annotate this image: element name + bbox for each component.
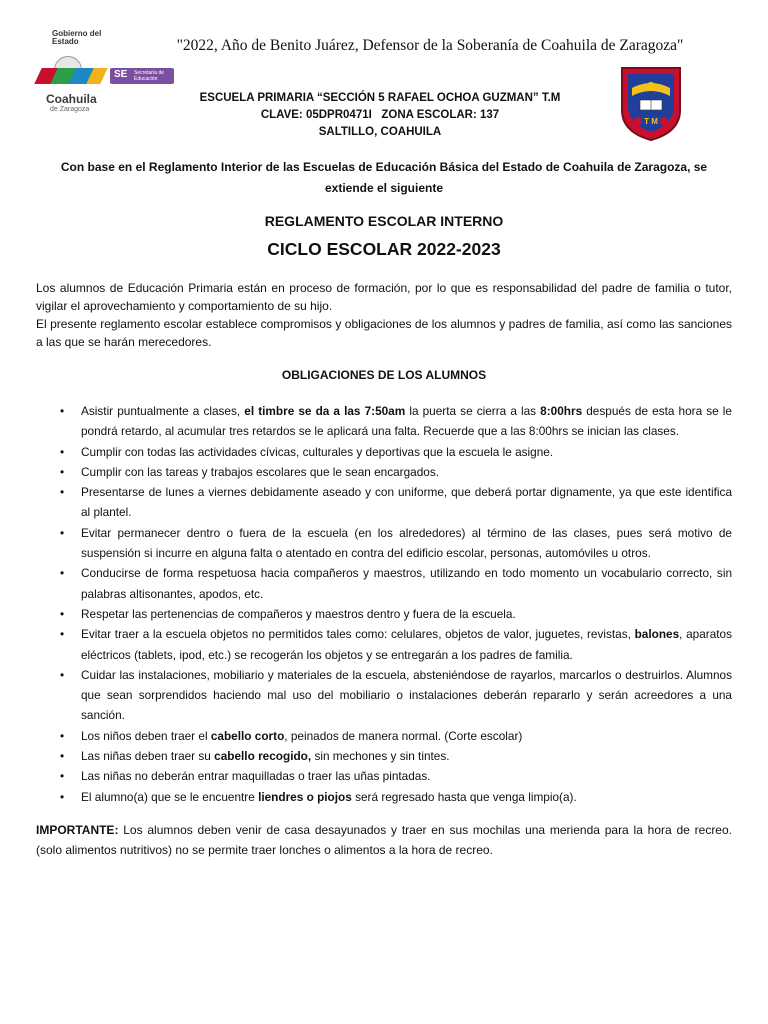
gov-logo-band xyxy=(38,68,174,84)
school-name: ESCUELA PRIMARIA “SECCIÓN 5 RAFAEL OCHOA GUZMAN” T.M xyxy=(199,92,561,104)
list-item xyxy=(36,563,732,604)
bullet-icon: • xyxy=(60,627,65,642)
list-item-text: Evitar permanecer dentro o fuera de la escuela (en los alrededores) al término de las clases, pues será motivo de suspensión si incurre en alguna falta o atentado en contra del edificio escolar, personas, automóviles u otros. xyxy=(81,525,732,561)
important-label: IMPORTANTE: xyxy=(36,823,119,837)
school-crest-icon xyxy=(620,66,682,142)
school-info xyxy=(140,90,620,141)
school-city: SALTILLO, COAHUILA xyxy=(318,126,442,138)
list-item-text: será regresado hasta que venga limpio(a). xyxy=(351,789,577,804)
se-badge xyxy=(110,68,174,84)
list-item xyxy=(36,766,732,786)
bullet-icon: • xyxy=(60,769,65,784)
bullet-icon: • xyxy=(60,728,65,743)
list-item-text: la puerta se cierra a las xyxy=(405,404,541,418)
list-item xyxy=(36,401,732,442)
list-item xyxy=(36,746,732,766)
se-badge-subtext: Secretaría de Educación xyxy=(134,70,165,82)
se-badge-text: SE xyxy=(114,69,128,80)
list-item-bold-text: liendres o piojos xyxy=(258,789,352,804)
list-item-text: Las niñas no deberán entrar maquilladas o traer las uñas pintadas. xyxy=(81,769,431,784)
list-item xyxy=(36,462,732,482)
important-note xyxy=(36,820,732,860)
paragraph-2: El presente reglamento escolar establece compromisos y obligaciones de los alumnos y padres de familia, así como las sanciones a las que se harán merecedores. xyxy=(36,317,732,349)
bullet-icon: • xyxy=(60,749,65,764)
list-item-bold-text: cabello corto xyxy=(210,728,285,743)
list-item xyxy=(36,726,732,746)
bullet-icon: • xyxy=(60,464,65,479)
list-item-bold-text: el timbre se da a las 7:50am xyxy=(244,404,406,418)
obligations-heading: OBLIGACIONES DE LOS ALUMNOS xyxy=(281,368,487,382)
school-code: CLAVE: 05DPR0471I ZONA ESCOLAR: 137 xyxy=(260,109,500,121)
crest-letters: T M xyxy=(644,117,658,126)
list-item-bold-text: cabello recogido, xyxy=(214,749,312,764)
list-item-text: Cumplir con las tareas y trabajos escolares que le sean encargados. xyxy=(81,464,440,479)
list-item xyxy=(36,665,732,726)
bullet-icon: • xyxy=(60,566,65,581)
important-text: Los alumnos deben venir de casa desayunados y traer en sus mochilas una merienda para la hora de recreo. (solo alimentos nutritivos) no se permite traer lonches o alimentos a la hora de recreo. xyxy=(36,823,732,857)
bullet-icon: • xyxy=(60,606,65,621)
list-item-text: Evitar traer a la escuela objetos no permitidos tales como: celulares, objetos de valor, juguetes, revistas, xyxy=(81,627,635,642)
list-item-text: Presentarse de lunes a viernes debidamente aseado y con uniforme, que deberá portar dignamente, ya que este identifica al plantel. xyxy=(81,485,732,520)
gov-logo-top-text: Gobierno del Estado xyxy=(52,29,102,46)
list-item xyxy=(36,624,732,665)
bullet-icon: • xyxy=(60,485,65,500)
list-item-text: , aparatos eléctricos (tablets, ipod, etc.) se recogerán los objetos y se entregarán a los padres de familia. xyxy=(81,627,732,662)
list-item xyxy=(36,523,732,564)
list-item-text: Asistir puntualmente a clases, xyxy=(81,404,245,418)
list-item-text: Cuidar las instalaciones, mobiliario y materiales de la escuela, absteniéndose de rayarlos, marcarlos o destruirlos. Alumnos que sean sorprendidos haciendo mal uso del mobiliario o instalaciones deberán repararlo y serán acreedores a una sanción. xyxy=(81,667,732,723)
list-item-text: Respetar las pertenencias de compañeros y maestros dentro y fuera de la escuela. xyxy=(81,606,516,621)
list-item xyxy=(36,482,732,523)
list-item-text: Los niños deben traer el xyxy=(81,728,211,743)
list-item-text: Cumplir con todas las actividades cívicas, culturales y deportivas que la escuela le asigne. xyxy=(81,444,554,459)
document-subtitle: CICLO ESCOLAR 2022-2023 xyxy=(267,239,501,259)
official-motto: "2022, Año de Benito Juárez, Defensor de la Soberanía de Coahuila de Zaragoza" xyxy=(176,37,684,54)
list-item xyxy=(36,604,732,624)
list-item xyxy=(36,787,732,807)
list-item-bold-text: 8:00hrs xyxy=(540,404,583,418)
intro-text: Con base en el Reglamento Interior de las Escuelas de Educación Básica del Estado de Coahuila de Zaragoza, se extiende el siguiente xyxy=(60,160,708,195)
list-item-text: después de esta hora se le pondrá retardo, al acumular tres retardos se le aplicará una falta. Recuerde que a las 8:00hrs se inician las clases. xyxy=(81,404,732,439)
bullet-icon: • xyxy=(60,444,65,459)
paragraph-1: Los alumnos de Educación Primaria están en proceso de formación, por lo que es responsabilidad del padre de familia o tutor, vigilar el aprovechamiento y comportamiento de su hijo. xyxy=(36,281,732,313)
list-item xyxy=(36,442,732,462)
list-item-text: , peinados de manera normal. (Corte escolar) xyxy=(284,728,523,743)
bullet-icon: • xyxy=(60,404,65,418)
list-item-text: Conducirse de forma respetuosa hacia compañeros y maestros, utilizando en todo momento un vocabulario correcto, sin palabras altisonantes, apodos, etc. xyxy=(81,566,732,601)
list-item-bold-text: balones xyxy=(634,627,680,642)
obligations-list xyxy=(36,401,732,807)
bullet-icon: • xyxy=(60,525,65,540)
gov-logo-state: Coahuila xyxy=(46,92,97,106)
bullet-icon: • xyxy=(60,789,65,804)
bullet-icon: • xyxy=(60,667,65,682)
list-item-text: sin mechones y sin tintes. xyxy=(311,749,450,764)
document-title: REGLAMENTO ESCOLAR INTERNO xyxy=(264,213,504,229)
list-item-text: Las niñas deben traer su xyxy=(81,749,215,764)
list-item-text: El alumno(a) que se le encuentre xyxy=(81,789,259,804)
gov-logo-substate: de Zaragoza xyxy=(50,106,90,113)
